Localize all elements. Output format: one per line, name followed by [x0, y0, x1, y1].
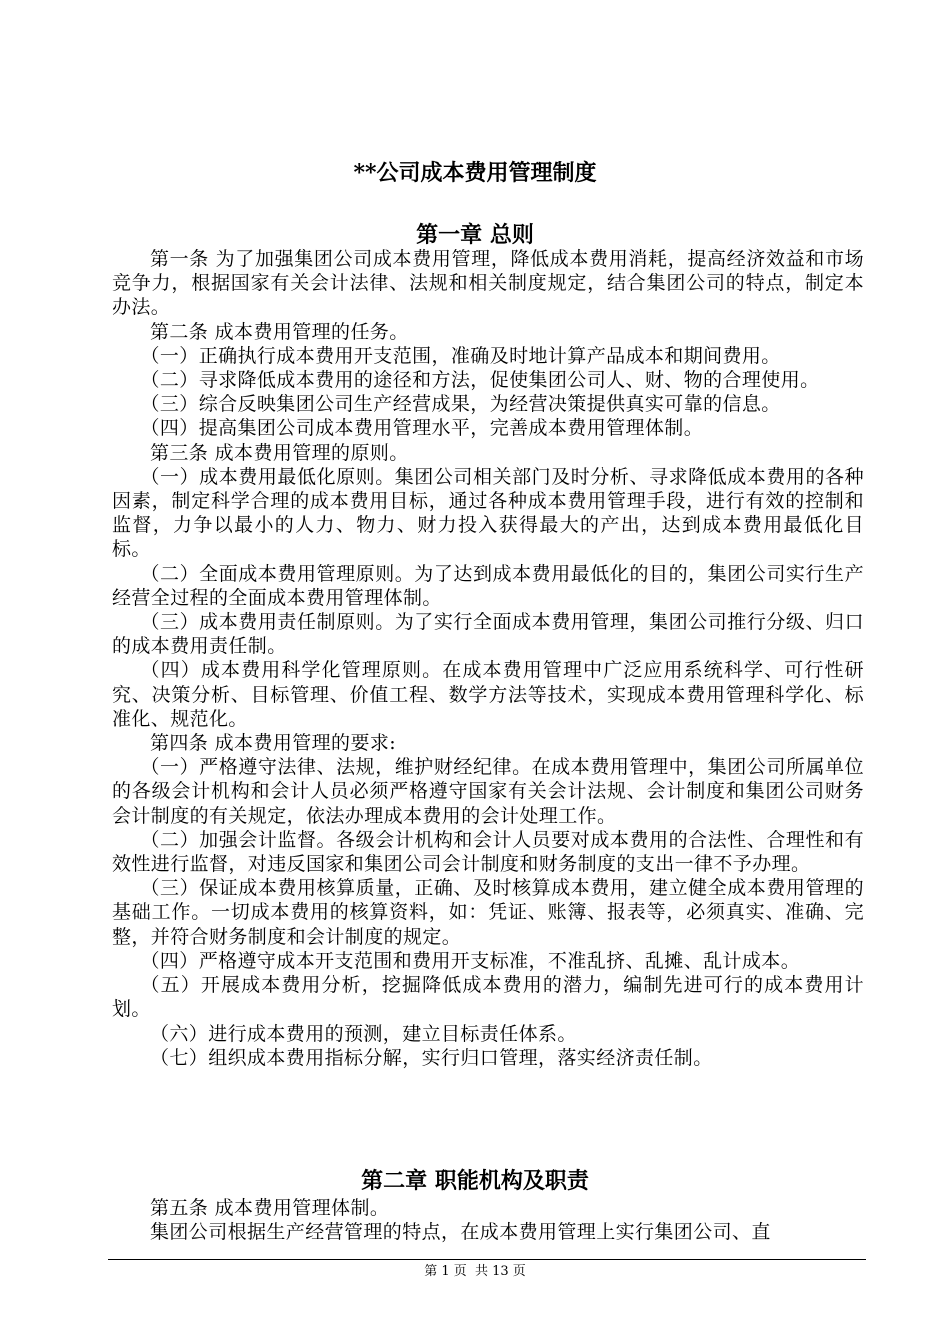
footer-divider: [108, 1259, 866, 1260]
paragraph: （二）加强会计监督。各级会计机构和会计人员要对成本费用的合法性、合理性和有效性进行监督，对违反国家和集团公司会计制度和财务制度的支出一律不予办理。: [112, 828, 864, 876]
document-body: [112, 247, 864, 1070]
paragraph: 第四条 成本费用管理的要求:: [150, 732, 397, 755]
paragraph: （一）严格遵守法律、法规，维护财经纪律。在成本费用管理中，集团公司所属单位的各级会计机构和会计人员必须严格遵守国家有关会计法规、会计制度和集团公司财务会计制度的有关规定，依法办理成本费用的会计处理工作。: [112, 756, 864, 827]
document-title: **公司成本费用管理制度: [353, 160, 597, 186]
paragraph: 第一条 为了加强集团公司成本费用管理，降低成本费用消耗，提高经济效益和市场竞争力，根据国家有关会计法律、法规和相关制度规定，结合集团公司的特点，制定本办法。: [112, 248, 864, 319]
paragraph: （四）成本费用科学化管理原则。在成本费用管理中广泛应用系统科学、可行性研究、决策分析、目标管理、价值工程、数学方法等技术，实现成本费用管理科学化、标准化、规范化。: [112, 659, 864, 730]
paragraph: （一）成本费用最低化原则。集团公司相关部门及时分析、寻求降低成本费用的各种因素，制定科学合理的成本费用目标，通过各种成本费用管理手段，进行有效的控制和监督，力争以最小的人力、物力、财力投入获得最大的产出，达到成本费用最低化目标。: [112, 465, 864, 561]
paragraph: （三）综合反映集团公司生产经营成果，为经营决策提供真实可靠的信息。: [140, 393, 781, 416]
paragraph: 第二条 成本费用管理的任务。: [150, 320, 409, 343]
page-number-footer: 第 1 页 共 13 页: [424, 1264, 526, 1279]
paragraph: （三）成本费用责任制原则。为了实行全面成本费用管理，集团公司推行分级、归口的成本费用责任制。: [112, 611, 864, 658]
paragraph: （七）组织成本费用指标分解，实行归口管理，落实经济责任制。: [150, 1046, 713, 1069]
paragraph: （二）全面成本费用管理原则。为了达到成本费用最低化的目的，集团公司实行生产经营全过程的全面成本费用管理体制。: [112, 562, 864, 609]
paragraph: （二）寻求降低成本费用的途径和方法，促使集团公司人、财、物的合理使用。: [140, 369, 820, 392]
chapter-1-heading: 第一章 总则: [416, 222, 534, 248]
document-body-continued: [112, 1196, 864, 1244]
paragraph: （三）保证成本费用核算质量，正确、及时核算成本费用，建立健全成本费用管理的基础工作。一切成本费用的核算资料，如：凭证、账簿、报表等，必须真实、准确、完整，并符合财务制度和会计制度的规定。: [112, 877, 864, 948]
paragraph: 集团公司根据生产经营管理的特点，在成本费用管理上实行集团公司、直: [150, 1221, 771, 1244]
paragraph: （一）正确执行成本费用开支范围，准确及时地计算产品成本和期间费用。: [140, 344, 781, 367]
paragraph: （六）进行成本费用的预测，建立目标责任体系。: [150, 1022, 577, 1045]
paragraph: 第五条 成本费用管理体制。: [150, 1197, 390, 1219]
paragraph: （五）开展成本费用分析，挖掘降低成本费用的潜力，编制先进可行的成本费用计划。: [112, 974, 864, 1021]
paragraph: （四）提高集团公司成本费用管理水平，完善成本费用管理体制。: [140, 417, 704, 440]
paragraph: （四）严格遵守成本开支范围和费用开支标准，不准乱挤、乱摊、乱计成本。: [140, 949, 801, 972]
paragraph: 第三条 成本费用管理的原则。: [150, 441, 409, 464]
chapter-2-heading: 第二章 职能机构及职责: [361, 1168, 589, 1194]
